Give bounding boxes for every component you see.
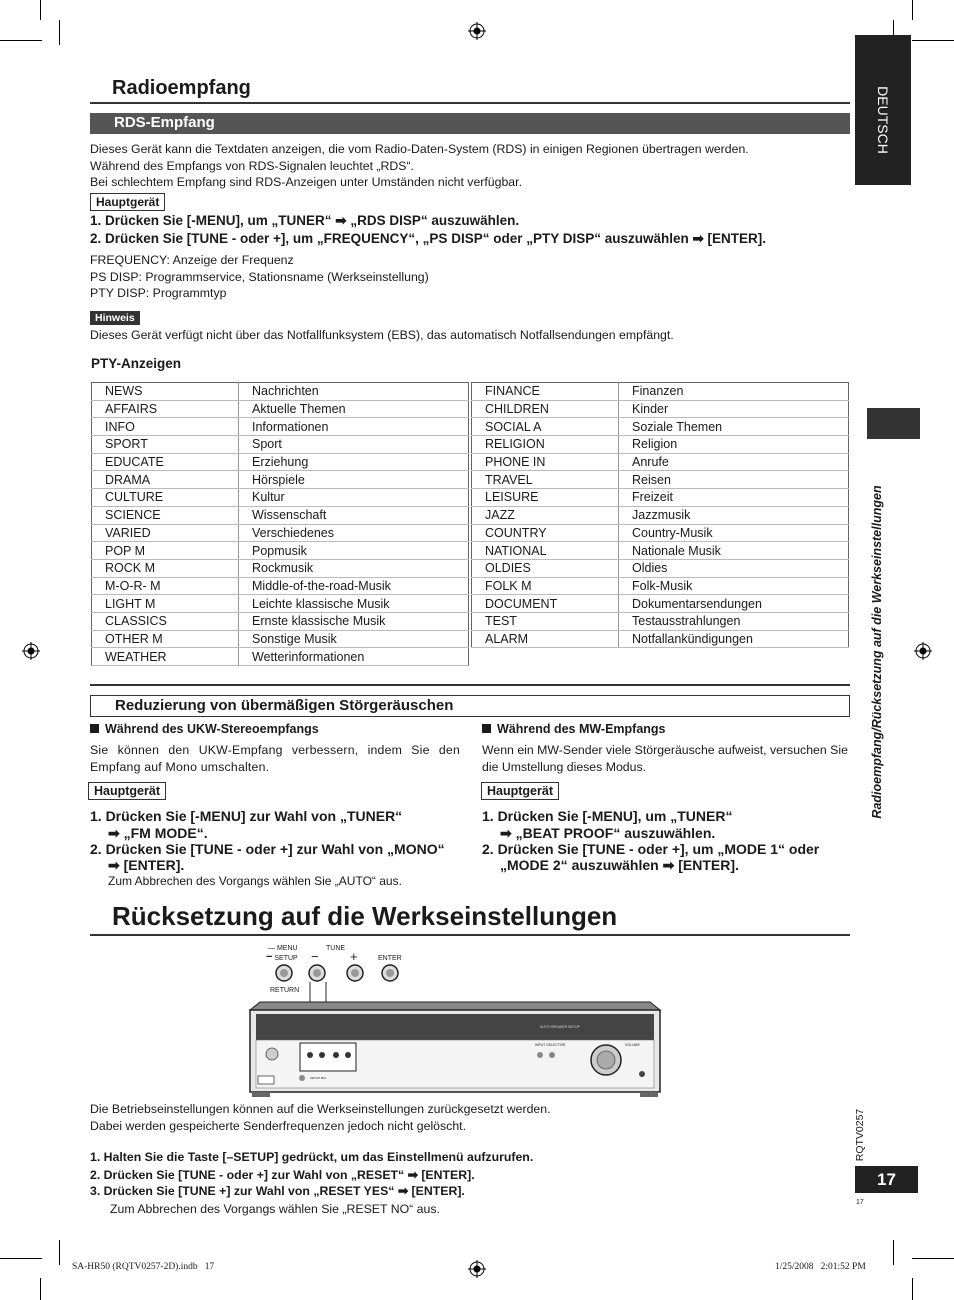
pty-code: DRAMA xyxy=(92,471,239,489)
page-number: 17 xyxy=(855,1166,918,1193)
ukw-step: 2. Drücken Sie [TUNE - oder +] zur Wahl von „MONO“ xyxy=(90,841,445,857)
pty-row xyxy=(472,383,849,401)
pty-meaning: Nationale Musik xyxy=(619,542,849,560)
pty-code: LIGHT M xyxy=(92,595,239,613)
setup-mic-label: SETUP MIC xyxy=(310,1076,327,1080)
vertical-caption: Radioempfang/Rücksetzung auf die Werkseinstellungen xyxy=(870,485,884,819)
registration-mark-icon xyxy=(914,642,932,660)
pty-meaning: Wetterinformationen xyxy=(239,648,469,666)
reset-step: 2. Drücken Sie [TUNE - oder +] zur Wahl von „RESET“ ➡ [ENTER]. xyxy=(90,1168,475,1182)
reset-intro-line: Dabei werden gespeicherte Senderfrequenzen jedoch nicht gelöscht. xyxy=(90,1118,466,1133)
pty-meaning: Oldies xyxy=(619,559,849,577)
crop-mark xyxy=(59,20,60,45)
pty-row xyxy=(472,630,849,648)
pty-meaning: Freizeit xyxy=(619,489,849,507)
pty-meaning: Nachrichten xyxy=(239,383,469,401)
pty-meaning: Religion xyxy=(619,436,849,454)
pty-row xyxy=(92,418,469,436)
pty-code: COUNTRY xyxy=(472,524,619,542)
pty-code: POP M xyxy=(92,542,239,560)
pty-code: WEATHER xyxy=(92,648,239,666)
pty-meaning: Kinder xyxy=(619,400,849,418)
pty-row xyxy=(92,436,469,454)
pty-row xyxy=(472,453,849,471)
crop-mark xyxy=(0,40,42,41)
language-tab xyxy=(855,35,911,185)
square-bullet-icon xyxy=(90,724,99,733)
doc-code: RQTV0257 xyxy=(854,1108,866,1162)
pty-code: OLDIES xyxy=(472,559,619,577)
ukw-step: ➡ [ENTER]. xyxy=(108,857,185,873)
pty-table-left xyxy=(91,382,469,666)
reset-intro xyxy=(90,1101,551,1134)
rds-intro-line: Während des Empfangs von RDS-Signalen leuchtet „RDS“. xyxy=(90,158,414,173)
pty-row xyxy=(92,471,469,489)
square-bullet-icon xyxy=(482,724,491,733)
pty-meaning: Verschiedenes xyxy=(239,524,469,542)
pty-title: PTY-Anzeigen xyxy=(91,356,182,371)
ukw-text: Sie können den UKW-Empfang verbessern, indem Sie den Empfang auf Mono umschalten. xyxy=(90,743,460,774)
crop-mark xyxy=(40,1278,41,1300)
pty-code: TRAVEL xyxy=(472,471,619,489)
pty-code: NEWS xyxy=(92,383,239,401)
device-label: Hauptgerät xyxy=(481,782,559,800)
input-selector-label: INPUT SELECTOR xyxy=(535,1043,566,1047)
rds-intro-line: Dieses Gerät kann die Textdaten anzeigen, die vom Radio-Daten-System (RDS) in einigen Regionen übertragen werden. xyxy=(90,142,749,156)
footer-timestamp: 1/25/2008 2:01:52 PM xyxy=(775,1262,866,1272)
pty-row xyxy=(472,400,849,418)
pty-meaning: Jazzmusik xyxy=(619,506,849,524)
pty-meaning: Soziale Themen xyxy=(619,418,849,436)
pty-code: ALARM xyxy=(472,630,619,648)
pty-row xyxy=(92,453,469,471)
mw-heading-text: Während des MW-Empfangs xyxy=(497,722,666,736)
ukw-heading xyxy=(90,722,319,736)
pty-meaning: Notfallankündigungen xyxy=(619,630,849,648)
crop-mark xyxy=(912,0,913,20)
pty-meaning: Kultur xyxy=(239,489,469,507)
registration-mark-icon xyxy=(468,1260,486,1278)
mw-heading xyxy=(482,722,666,736)
definition-line: FREQUENCY: Anzeige der Frequenz xyxy=(90,253,294,267)
definition-line: PS DISP: Programmservice, Stationsname (Werkseinstellung) xyxy=(90,269,429,284)
pty-row xyxy=(472,524,849,542)
rds-definitions xyxy=(90,252,429,302)
pty-meaning: Middle-of-the-road-Musik xyxy=(239,577,469,595)
mw-step: ➡ „BEAT PROOF“ auszuwählen. xyxy=(500,825,716,841)
ukw-heading-text: Während des UKW-Stereoempfangs xyxy=(105,722,319,736)
pty-row xyxy=(472,506,849,524)
pty-meaning: Wissenschaft xyxy=(239,506,469,524)
setup-label: SETUP xyxy=(274,955,298,962)
pty-code: RELIGION xyxy=(472,436,619,454)
sidebar-marker xyxy=(867,408,920,439)
registration-mark-icon xyxy=(468,22,486,40)
pty-code: OTHER M xyxy=(92,630,239,648)
plus-symbol: + xyxy=(350,949,358,964)
pty-row xyxy=(92,542,469,560)
pty-code: DOCUMENT xyxy=(472,595,619,613)
note-label: Hinweis xyxy=(90,311,140,325)
ukw-step: 1. Drücken Sie [-MENU] zur Wahl von „TUNER“ xyxy=(90,808,403,824)
mw-text: Wenn ein MW-Sender viele Störgeräusche aufweist, versuchen Sie die Umstellung dieses Modus. xyxy=(482,743,848,774)
pty-meaning: Erziehung xyxy=(239,453,469,471)
noise-title-box xyxy=(90,695,850,717)
pty-meaning: Informationen xyxy=(239,418,469,436)
pty-row xyxy=(472,436,849,454)
pty-row xyxy=(92,559,469,577)
svg-text:− SETUP: − SETUP xyxy=(266,951,298,963)
pty-code: NATIONAL xyxy=(472,542,619,560)
pty-code: VARIED xyxy=(92,524,239,542)
auto-speaker-label: AUTO SPEAKER SETUP xyxy=(540,1025,580,1029)
reset-title: Rücksetzung auf die Werkseinstellungen xyxy=(112,901,618,931)
mw-step: „MODE 2“ auszuwählen ➡ [ENTER]. xyxy=(500,857,739,873)
footer-file: SA-HR50 (RQTV0257-2D).indb 17 xyxy=(72,1262,215,1272)
pty-code: TEST xyxy=(472,612,619,630)
enter-label: ENTER xyxy=(378,955,402,962)
crop-mark xyxy=(912,1258,954,1259)
pty-code: SOCIAL A xyxy=(472,418,619,436)
reset-cancel: Zum Abbrechen des Vorgangs wählen Sie „RESET NO“ aus. xyxy=(110,1202,440,1216)
note-text: Dieses Gerät verfügt nicht über das Notfallfunksystem (EBS), das automatisch Notfallsendungen empfängt. xyxy=(90,328,674,342)
pty-meaning: Popmusik xyxy=(239,542,469,560)
mw-step: 1. Drücken Sie [-MENU], um „TUNER“ xyxy=(482,808,733,824)
pty-row xyxy=(472,489,849,507)
pty-row xyxy=(92,630,469,648)
pty-row xyxy=(92,612,469,630)
svg-text:— MENU: — MENU xyxy=(268,945,298,952)
registration-mark-icon xyxy=(22,642,40,660)
reset-intro-line: Die Betriebseinstellungen können auf die Werkseinstellungen zurückgesetzt werden. xyxy=(90,1102,551,1116)
pty-row xyxy=(92,400,469,418)
rds-section-bar: RDS-Empfang xyxy=(90,113,850,134)
ukw-step: ➡ „FM MODE“. xyxy=(108,825,208,841)
crop-mark xyxy=(893,1240,894,1265)
device-label: Hauptgerät xyxy=(88,782,166,800)
pty-row xyxy=(92,577,469,595)
mw-step: 2. Drücken Sie [TUNE - oder +], um „MODE 1“ oder xyxy=(482,841,820,857)
pty-code: FINANCE xyxy=(472,383,619,401)
pty-meaning: Sport xyxy=(239,436,469,454)
pty-meaning: Country-Musik xyxy=(619,524,849,542)
pty-code: FOLK M xyxy=(472,577,619,595)
pty-meaning: Sonstige Musik xyxy=(239,630,469,648)
return-label: RETURN xyxy=(270,987,300,994)
pty-row xyxy=(92,383,469,401)
pty-meaning: Aktuelle Themen xyxy=(239,400,469,418)
pty-meaning: Dokumentarsendungen xyxy=(619,595,849,613)
pty-row xyxy=(472,471,849,489)
rds-intro xyxy=(90,141,830,191)
pty-code: JAZZ xyxy=(472,506,619,524)
tune-label: TUNE xyxy=(326,945,346,952)
pty-meaning: Ernste klassische Musik xyxy=(239,612,469,630)
noise-title: Reduzierung von übermäßigen Störgeräuschen xyxy=(115,697,454,714)
pty-meaning: Anrufe xyxy=(619,453,849,471)
pty-code: M-O-R- M xyxy=(92,577,239,595)
reset-rule xyxy=(90,934,850,936)
pty-meaning: Leichte klassische Musik xyxy=(239,595,469,613)
device-label: Hauptgerät xyxy=(90,193,165,211)
language-tab-label: DEUTSCH xyxy=(875,86,891,154)
pty-row xyxy=(92,595,469,613)
pty-code: LEISURE xyxy=(472,489,619,507)
crop-mark xyxy=(912,40,954,41)
crop-mark xyxy=(0,1258,42,1259)
section-rule xyxy=(90,102,850,104)
pty-meaning: Rockmusik xyxy=(239,559,469,577)
pty-meaning: Hörspiele xyxy=(239,471,469,489)
crop-mark xyxy=(40,0,41,20)
pty-meaning: Testausstrahlungen xyxy=(619,612,849,630)
pty-meaning: Finanzen xyxy=(619,383,849,401)
rds-intro-line: Bei schlechtem Empfang sind RDS-Anzeigen unter Umständen nicht verfügbar. xyxy=(90,175,522,189)
pty-table-right xyxy=(471,382,849,648)
pty-code: SCIENCE xyxy=(92,506,239,524)
menu-label: MENU xyxy=(276,945,298,952)
reset-step: 3. Drücken Sie [TUNE +] zur Wahl von „RESET YES“ ➡ [ENTER]. xyxy=(90,1184,465,1198)
noise-rule xyxy=(90,684,850,686)
crop-mark xyxy=(912,1278,913,1300)
pty-meaning: Reisen xyxy=(619,471,849,489)
pty-code: CHILDREN xyxy=(472,400,619,418)
minus-symbol: − xyxy=(311,949,319,964)
pty-code: AFFAIRS xyxy=(92,400,239,418)
ukw-cancel: Zum Abbrechen des Vorgangs wählen Sie „AUTO“ aus. xyxy=(108,874,402,888)
pty-meaning: Folk-Musik xyxy=(619,577,849,595)
crop-mark xyxy=(59,1240,60,1265)
pty-code: CLASSICS xyxy=(92,612,239,630)
pty-row xyxy=(92,489,469,507)
pty-code: CULTURE xyxy=(92,489,239,507)
pty-row xyxy=(472,577,849,595)
small-page-number: 17 xyxy=(856,1199,864,1206)
definition-line: PTY DISP: Programmtyp xyxy=(90,286,227,300)
pty-row xyxy=(472,612,849,630)
reset-step: 1. Halten Sie die Taste [–SETUP] gedrückt, um das Einstellmenü aufzurufen. xyxy=(90,1150,534,1164)
pty-row xyxy=(92,648,469,666)
pty-code: SPORT xyxy=(92,436,239,454)
volume-label: VOLUME xyxy=(625,1043,640,1047)
pty-row xyxy=(92,506,469,524)
pty-code: PHONE IN xyxy=(472,453,619,471)
section-title: Radioempfang xyxy=(112,77,251,99)
pty-row xyxy=(472,595,849,613)
pty-row xyxy=(472,559,849,577)
pty-row xyxy=(472,542,849,560)
rds-step: 2. Drücken Sie [TUNE - oder +], um „FREQUENCY“, „PS DISP“ oder „PTY DISP“ auszuwählen ➡ [ENTER]. xyxy=(90,231,767,246)
pty-code: EDUCATE xyxy=(92,453,239,471)
receiver-illustration xyxy=(240,940,670,1100)
pty-row xyxy=(92,524,469,542)
pty-row xyxy=(472,418,849,436)
rds-step: 1. Drücken Sie [-MENU], um „TUNER“ ➡ „RDS DISP“ auszuwählen. xyxy=(90,213,520,228)
pty-code: ROCK M xyxy=(92,559,239,577)
pty-code: INFO xyxy=(92,418,239,436)
